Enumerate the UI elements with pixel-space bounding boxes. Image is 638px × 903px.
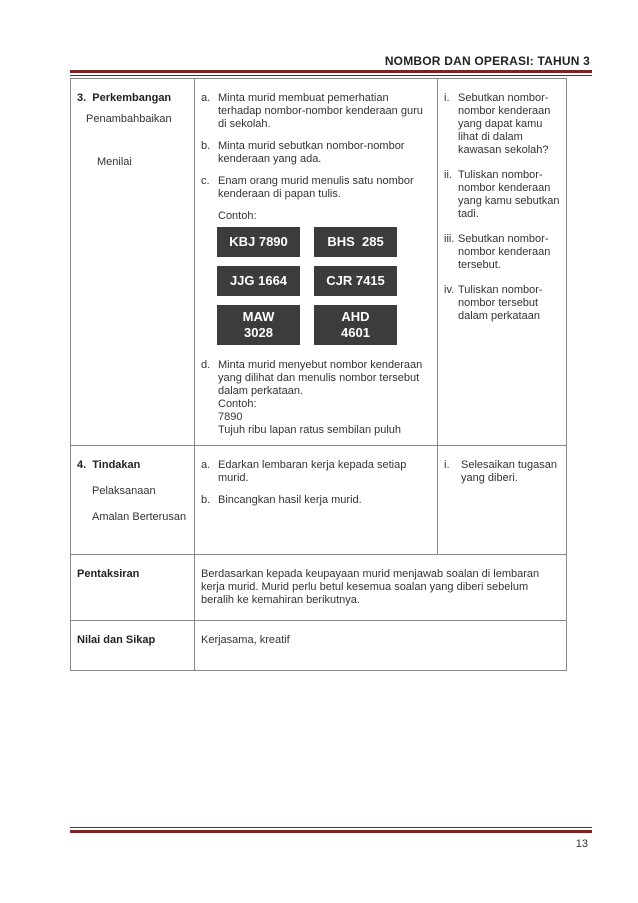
activity-d-text: Minta murid menyebut nombor kenderaan yang dilihat dan menulis nombor tersebut dalam perkataan. — [218, 359, 423, 397]
license-plate: AHD 4601 — [314, 305, 397, 345]
license-plate: CJR 7415 — [314, 266, 397, 296]
assessment-text: Berdasarkan kepada keupayaan murid menjawab soalan di lembaran kerja murid. Murid perlu betul kesemua soalan yang diberi sebelum beralih ke kemahiran berikutnya. — [201, 568, 540, 606]
example-d-number: 7890 — [218, 411, 243, 423]
license-plate: MAW 3028 — [217, 305, 300, 345]
stage-heading: 3. Perkembangan — [77, 92, 172, 104]
activity-text: Bincangkan hasil kerja murid. — [218, 494, 362, 506]
stage-subheading: Pelaksanaan — [92, 485, 156, 497]
activity-label: a. — [201, 92, 211, 104]
question-label: ii. — [444, 169, 452, 181]
license-plate: KBJ 7890 — [217, 227, 300, 257]
question-text: Sebutkan nombor-nombor kenderaan tersebut. — [458, 233, 551, 271]
activity-label: a. — [201, 459, 211, 471]
row-perkembangan — [71, 79, 567, 446]
row-nilai — [71, 621, 567, 671]
stage-subheading: Penambahbaikan — [86, 113, 172, 125]
stage-heading: 4. Tindakan — [77, 459, 141, 471]
activity-item — [201, 359, 431, 437]
example-label: Contoh: — [218, 210, 257, 222]
activity-label: b. — [201, 140, 211, 152]
activity-label: b. — [201, 494, 211, 506]
activity-item — [201, 175, 431, 201]
question-label: iv. — [444, 284, 455, 296]
activity-label: d. — [201, 359, 211, 371]
activity-text: Enam orang murid menulis satu nombor kenderaan di papan tulis. — [218, 175, 414, 200]
question-text: Tuliskan nombor-nombor tersebut dalam perkataan — [458, 284, 543, 322]
footer-rule — [70, 827, 592, 833]
row-pentaksiran — [71, 555, 567, 621]
values-text: Kerjasama, kreatif — [201, 634, 290, 646]
example-d-label: Contoh: — [218, 398, 257, 410]
question-item — [444, 92, 562, 157]
lesson-table — [70, 78, 567, 671]
question-item — [444, 233, 562, 272]
activity-text — [218, 359, 431, 437]
license-plate: BHS 285 — [314, 227, 397, 257]
question-label: i. — [444, 459, 450, 471]
activity-item — [201, 140, 431, 166]
question-text: Sebutkan nombor-nombor kenderaan yang dapat kamu lihat di dalam kawasan sekolah? — [458, 92, 551, 156]
page-header-title: NOMBOR DAN OPERASI: TAHUN 3 — [384, 54, 590, 68]
question-item — [444, 284, 562, 323]
question-label: i. — [444, 92, 450, 104]
question-label: iii. — [444, 233, 455, 245]
activity-text: Edarkan lembaran kerja kepada setiap murid. — [218, 459, 407, 484]
activity-text: Minta murid sebutkan nombor-nombor kenderaan yang ada. — [218, 140, 405, 165]
plate-grid — [217, 227, 431, 345]
activity-item — [201, 92, 431, 131]
stage-subheading: Amalan Berterusan — [92, 511, 187, 523]
stage-subheading: Menilai — [97, 156, 132, 168]
activity-item — [201, 459, 431, 485]
question-text: Selesaikan tugasan yang diberi. — [461, 459, 558, 484]
activity-label: c. — [201, 175, 210, 187]
row-tindakan — [71, 446, 567, 555]
example-d-words: Tujuh ribu lapan ratus sembilan puluh — [218, 424, 402, 436]
license-plate: JJG 1664 — [217, 266, 300, 296]
question-item — [444, 169, 562, 221]
activity-item — [201, 494, 431, 507]
page-number: 13 — [575, 838, 588, 850]
header-rule — [70, 70, 592, 76]
activity-text: Minta murid membuat pemerhatian terhadap nombor-nombor kenderaan guru di sekolah. — [218, 92, 423, 130]
question-text: Tuliskan nombor-nombor kenderaan yang kamu sebutkan tadi. — [458, 169, 560, 220]
question-item — [444, 459, 562, 485]
row-heading: Pentaksiran — [77, 568, 140, 580]
row-heading: Nilai dan Sikap — [77, 634, 156, 646]
